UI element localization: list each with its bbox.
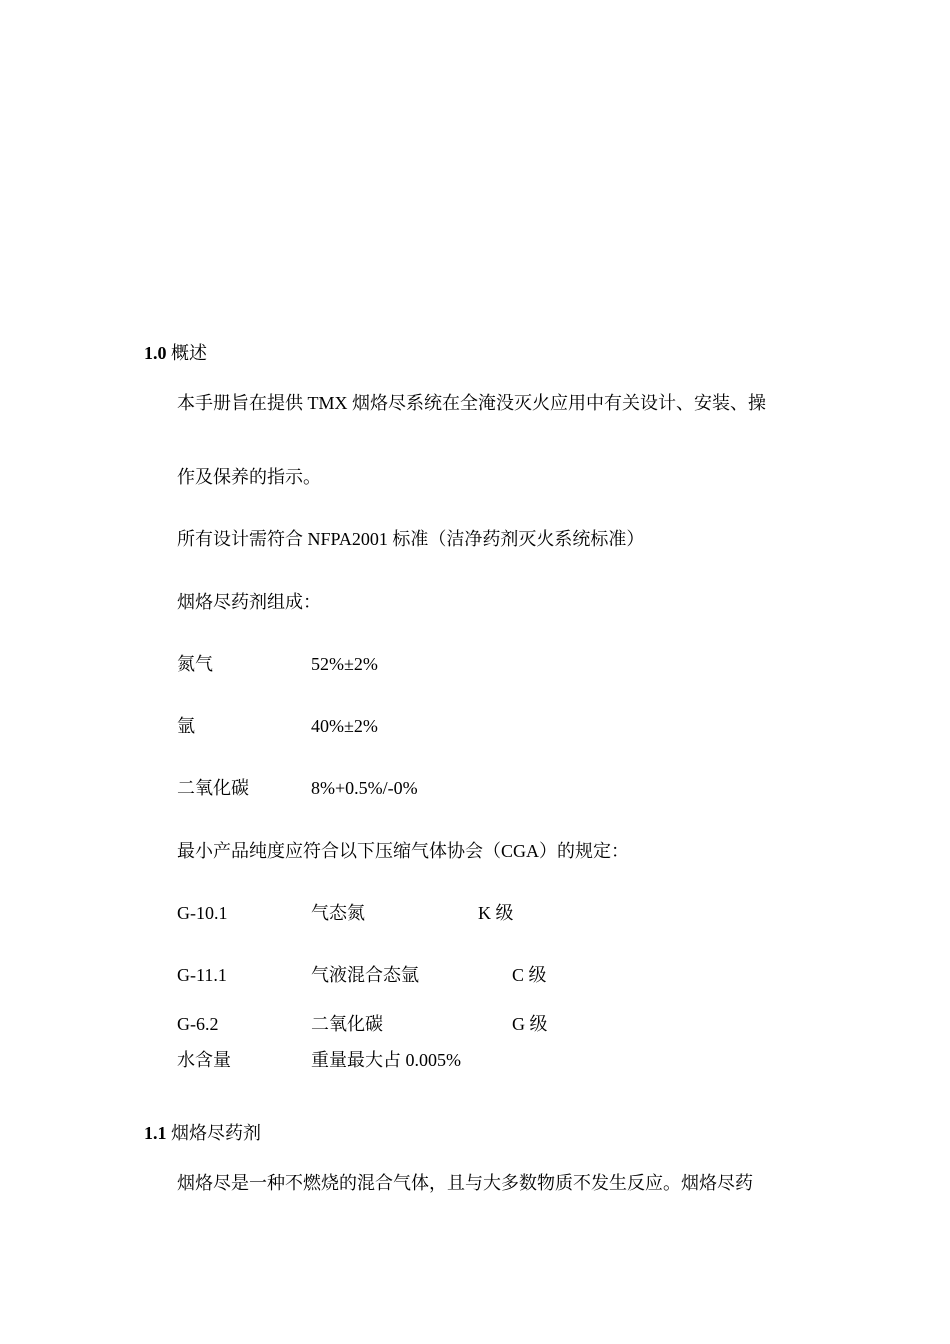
composition-name: 二氧化碳 xyxy=(177,778,249,798)
purity-gas: 二氧化碳 xyxy=(311,1014,383,1034)
standard-text: 所有设计需符合 NFPA2001 标准（洁净药剂灭火系统标准） xyxy=(177,529,645,549)
purity-code: G-11.1 xyxy=(177,965,227,985)
composition-heading: 烟烙尽药剂组成： xyxy=(177,592,321,612)
water-value: 重量最大占 0.005% xyxy=(311,1050,461,1070)
composition-name: 氩 xyxy=(177,716,195,736)
purity-gas: 气液混合态氩 xyxy=(311,965,419,985)
section-number: 1.0 xyxy=(144,343,167,363)
composition-name: 氮气 xyxy=(177,654,213,674)
purity-gas: 气态氮 xyxy=(311,903,365,923)
purity-grade: C 级 xyxy=(512,965,547,985)
section-title: 烟烙尽药剂 xyxy=(171,1123,261,1143)
purity-code: G-10.1 xyxy=(177,903,228,923)
composition-value: 52%±2% xyxy=(311,654,378,674)
purity-heading: 最小产品纯度应符合以下压缩气体协会（CGA）的规定： xyxy=(177,841,630,861)
section-text-line-1: 烟烙尽是一种不燃烧的混合气体，且与大多数物质不发生反应。烟烙尽药 xyxy=(177,1173,753,1193)
section-title: 概述 xyxy=(171,343,207,363)
purity-grade: K 级 xyxy=(478,903,514,923)
intro-line-2: 作及保养的指示。 xyxy=(177,467,321,487)
composition-value: 40%±2% xyxy=(311,716,378,736)
section-heading xyxy=(144,1122,261,1144)
purity-grade: G 级 xyxy=(512,1014,548,1034)
section-heading xyxy=(144,342,207,364)
intro-line-1: 本手册旨在提供 TMX 烟烙尽系统在全淹没灭火应用中有关设计、安装、操 xyxy=(177,393,766,413)
purity-code: G-6.2 xyxy=(177,1014,219,1034)
water-label: 水含量 xyxy=(177,1050,231,1070)
composition-value: 8%+0.5%/-0% xyxy=(311,778,418,798)
section-number: 1.1 xyxy=(144,1123,167,1143)
